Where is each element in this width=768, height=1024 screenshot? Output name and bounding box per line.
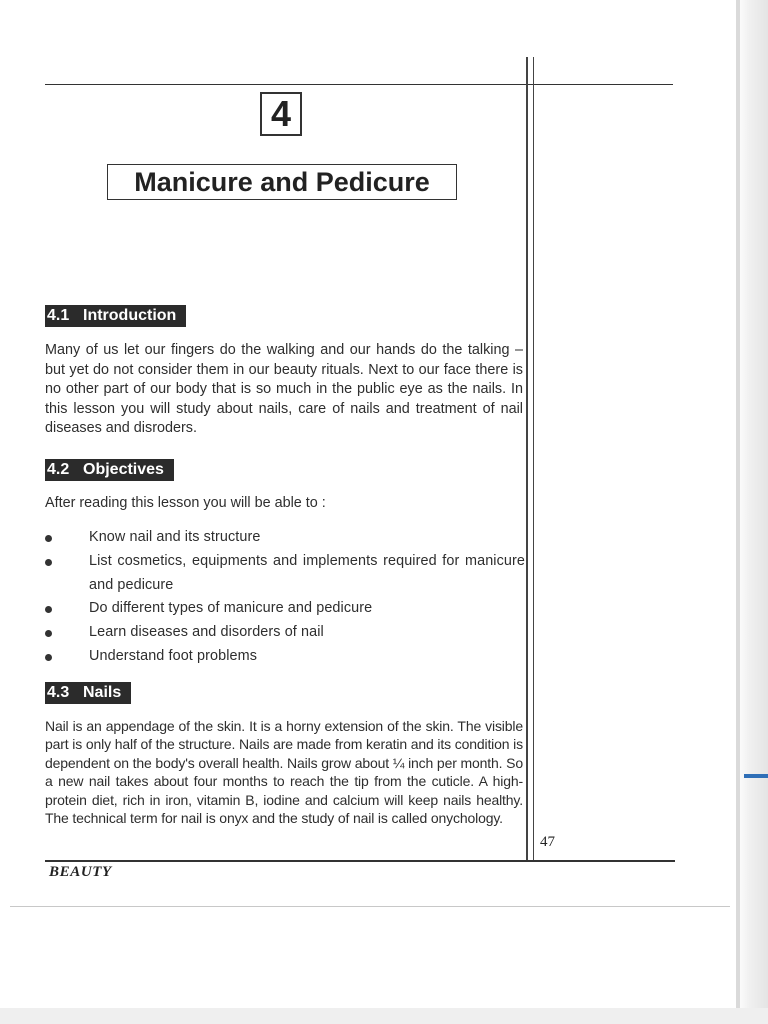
header-rule [45, 84, 673, 85]
scan-fold [736, 0, 740, 1024]
list-item: List cosmetics, equipments and implements required for manicure and pedicure [45, 550, 525, 598]
chapter-number: 4 [260, 92, 302, 136]
section-heading-introduction [45, 305, 186, 327]
chapter-title: Manicure and Pedicure [107, 164, 457, 200]
footer-rule [45, 860, 675, 862]
nails-paragraph: Nail is an appendage of the skin. It is a horny extension of the skin. The visible part is only half of the structure. Nails are made from keratin and its condition is dependent on the body's overall health. Nails grow about ¼ inch per month. So a new nail takes about four months to reach the tip from the cuticle. A high-protein diet, rich in iron, vitamin B, iodine and calcium will keep nails healthy. The technical term for nail is onyx and the study of nail is called onychology. [45, 718, 523, 827]
scan-edge [736, 0, 768, 1024]
section-title: Nails [83, 684, 122, 701]
section-number: 4.2 [47, 461, 70, 478]
margin-rule [526, 57, 534, 860]
list-item: Understand foot problems [45, 645, 525, 669]
section-title: Introduction [83, 307, 177, 324]
page-number: 47 [540, 834, 555, 850]
section-number: 4.3 [47, 684, 70, 701]
section-heading-objectives [45, 459, 174, 481]
scan-line [10, 906, 730, 907]
book-label: BEAUTY [49, 864, 112, 880]
scan-bottom-edge [0, 1008, 768, 1024]
objectives-list [45, 526, 525, 669]
section-number: 4.1 [47, 307, 70, 324]
objectives-lead: After reading this lesson you will be able to : [45, 495, 326, 511]
list-item: Learn diseases and disorders of nail [45, 621, 525, 645]
scan-mark [744, 774, 768, 778]
section-heading-nails [45, 682, 131, 704]
introduction-paragraph: Many of us let our fingers do the walking and our hands do the talking – but yet do not consider them in our beauty rituals. Next to our face there is no other part of our body that is so much in the public eye as the nails. In this lesson you will study about nails, care of nails and treatment of nail diseases and disroders. [45, 342, 523, 436]
list-item: Do different types of manicure and pedicure [45, 597, 525, 621]
section-title: Objectives [83, 461, 164, 478]
list-item: Know nail and its structure [45, 526, 525, 550]
